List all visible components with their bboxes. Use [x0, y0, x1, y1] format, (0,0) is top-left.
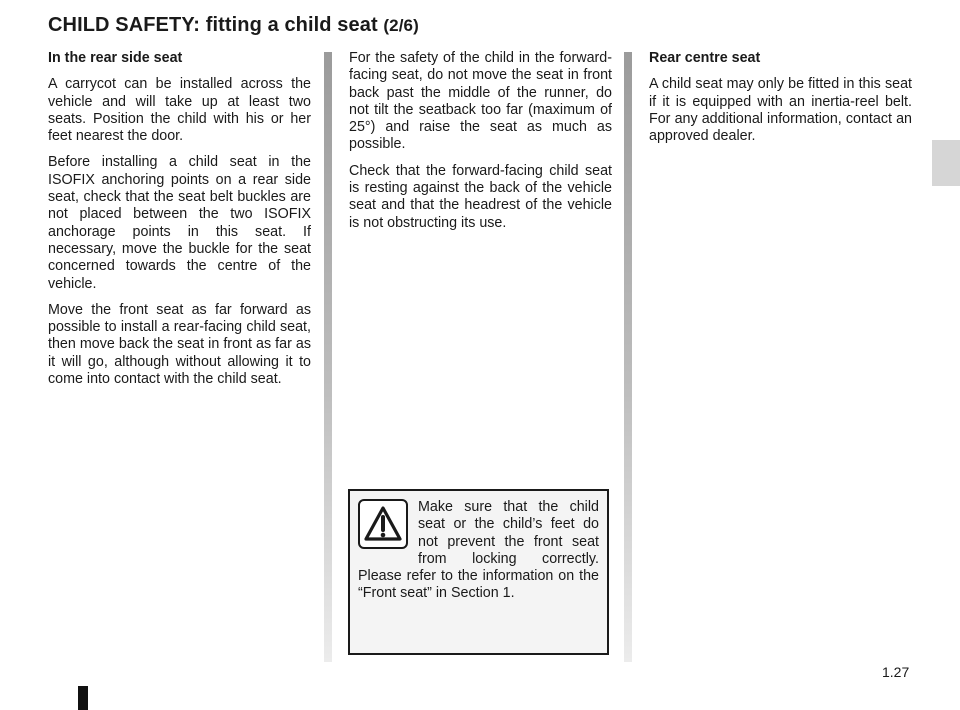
page-title [48, 14, 419, 37]
section-tab-marker [932, 140, 960, 186]
corner-mark [78, 686, 88, 710]
column-forward-facing [349, 50, 612, 241]
paragraph: A child seat may only be fitted in this seat if it is equipped with an inertia-reel belt. For any additional information, contact an approved dealer. [649, 76, 912, 145]
paragraph: A carrycot can be installed across the vehicle and will take up at least two seats. Position the child with his or her feet nearest the door. [48, 76, 311, 145]
paragraph: Check that the forward-facing child seat is resting against the back of the vehicle seat and that the headrest of the vehicle is not obstructing its use. [349, 162, 612, 231]
warning-triangle-icon [358, 499, 408, 549]
page-title-text: CHILD SAFETY: fitting a child seat [48, 14, 378, 36]
column-divider [324, 52, 332, 662]
column-rear-side-seat [48, 50, 311, 397]
warning-box [348, 489, 609, 655]
column-divider [624, 52, 632, 662]
paragraph: Move the front seat as far forward as possible to install a rear-facing child seat, then move back the seat in front as far as it will go, although without allowing it to come into contact with the child seat. [48, 301, 311, 388]
page-title-part: (2/6) [383, 16, 419, 35]
warning-text: Make sure that the child seat or the child’s feet do not prevent the front seat from locking correctly. Please refer to the information on the “Front seat” in Section 1. [358, 499, 599, 602]
section-heading-rear-side-seat: In the rear side seat [48, 50, 183, 66]
paragraph: For the safety of the child in the forward-facing seat, do not move the seat in front back past the middle of the runner, do not tilt the seatback too far (maximum of 25°) and raise the seat as much as possible. [349, 50, 612, 153]
section-heading-rear-centre-seat: Rear centre seat [649, 50, 761, 66]
paragraph: Before installing a child seat in the ISOFIX anchoring points on a rear side seat, check that the seat belt buckles are not placed between the two ISOFIX anchorage points in this seat. If necessary, move the buckle for the seat concerned towards the centre of the vehicle. [48, 154, 311, 292]
column-rear-centre-seat [649, 50, 912, 154]
page-number: 1.27 [882, 664, 910, 680]
